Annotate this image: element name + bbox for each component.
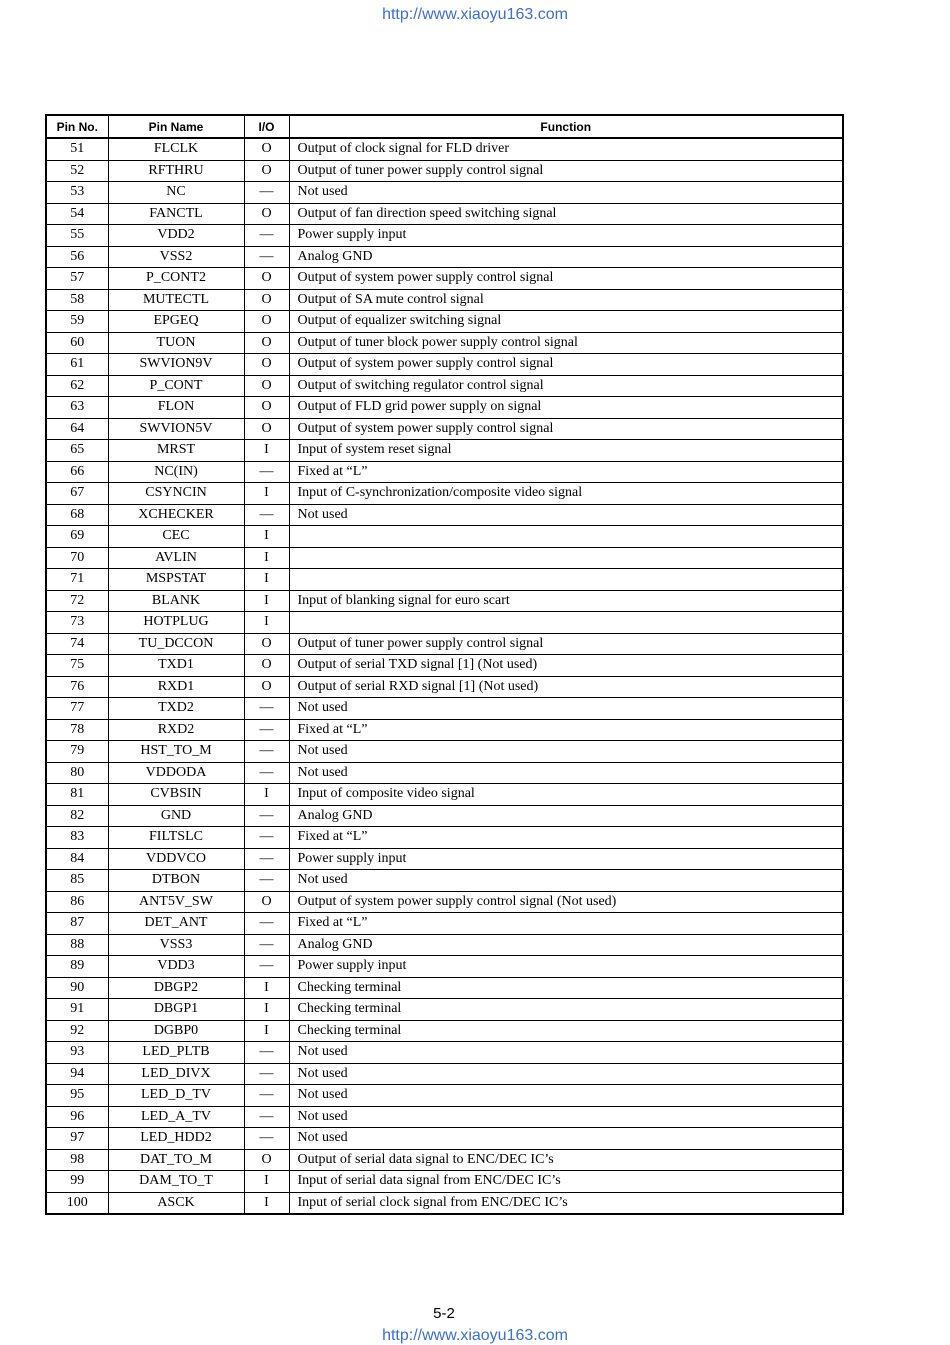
function-cell: Output of tuner power supply control signal (289, 633, 843, 655)
function-cell: Output of switching regulator control signal (289, 375, 843, 397)
function-cell: Output of system power supply control signal (289, 268, 843, 290)
pin-no-cell: 82 (46, 805, 108, 827)
io-cell: O (244, 676, 289, 698)
pin-no-cell: 73 (46, 612, 108, 634)
io-cell: — (244, 504, 289, 526)
io-cell: — (244, 698, 289, 720)
function-cell: Input of system reset signal (289, 440, 843, 462)
pin-name-cell: DAM_TO_T (108, 1171, 244, 1193)
pin-name-cell: CVBSIN (108, 784, 244, 806)
table-row (46, 1128, 843, 1150)
table-row (46, 1020, 843, 1042)
table-row (46, 569, 843, 591)
pin-name-cell: SWVION9V (108, 354, 244, 376)
pin-name-cell: HST_TO_M (108, 741, 244, 763)
pin-name-cell: ANT5V_SW (108, 891, 244, 913)
pin-no-cell: 95 (46, 1085, 108, 1107)
io-cell: — (244, 741, 289, 763)
table-row (46, 203, 843, 225)
table-row (46, 483, 843, 505)
pin-name-cell: P_CONT2 (108, 268, 244, 290)
io-cell: — (244, 1085, 289, 1107)
table-row (46, 956, 843, 978)
table-row (46, 977, 843, 999)
table-row (46, 784, 843, 806)
pin-no-cell: 52 (46, 160, 108, 182)
table-row (46, 397, 843, 419)
pin-no-cell: 83 (46, 827, 108, 849)
io-cell: I (244, 1020, 289, 1042)
table-row (46, 182, 843, 204)
pin-no-cell: 69 (46, 526, 108, 548)
table-row (46, 934, 843, 956)
table-row (46, 332, 843, 354)
io-cell: — (244, 934, 289, 956)
function-cell: Output of system power supply control signal (289, 354, 843, 376)
column-header-function: Function (289, 115, 843, 138)
pin-no-cell: 62 (46, 375, 108, 397)
function-cell: Output of serial RXD signal [1] (Not used) (289, 676, 843, 698)
pin-name-cell: P_CONT (108, 375, 244, 397)
pin-name-cell: TXD2 (108, 698, 244, 720)
pin-no-cell: 100 (46, 1192, 108, 1214)
pin-name-cell: VDDVCO (108, 848, 244, 870)
io-cell: — (244, 913, 289, 935)
pin-name-cell: CEC (108, 526, 244, 548)
function-cell: Fixed at “L” (289, 719, 843, 741)
pin-no-cell: 65 (46, 440, 108, 462)
pin-name-cell: XCHECKER (108, 504, 244, 526)
function-cell: Power supply input (289, 956, 843, 978)
function-cell: Fixed at “L” (289, 461, 843, 483)
io-cell: I (244, 999, 289, 1021)
table-row (46, 913, 843, 935)
pin-no-cell: 90 (46, 977, 108, 999)
pin-no-cell: 68 (46, 504, 108, 526)
column-header-io: I/O (244, 115, 289, 138)
table-row (46, 827, 843, 849)
function-cell: Output of serial TXD signal [1] (Not used) (289, 655, 843, 677)
pin-name-cell: DBGP2 (108, 977, 244, 999)
pin-name-cell: MUTECTL (108, 289, 244, 311)
pin-name-cell: FANCTL (108, 203, 244, 225)
io-cell: I (244, 483, 289, 505)
io-cell: — (244, 246, 289, 268)
function-cell: Checking terminal (289, 977, 843, 999)
function-cell: Analog GND (289, 934, 843, 956)
function-cell: Input of blanking signal for euro scart (289, 590, 843, 612)
function-cell: Not used (289, 698, 843, 720)
pin-name-cell: TU_DCCON (108, 633, 244, 655)
function-cell: Not used (289, 1042, 843, 1064)
pin-name-cell: LED_DIVX (108, 1063, 244, 1085)
table-body (46, 138, 843, 1214)
pin-name-cell: SWVION5V (108, 418, 244, 440)
pin-name-cell: VDDODA (108, 762, 244, 784)
column-header-pin-name: Pin Name (108, 115, 244, 138)
table-row (46, 246, 843, 268)
table-row (46, 698, 843, 720)
pin-name-cell: DBGP1 (108, 999, 244, 1021)
footer-url[interactable]: http://www.xiaoyu163.com (382, 1327, 568, 1344)
io-cell: O (244, 268, 289, 290)
pin-name-cell: RFTHRU (108, 160, 244, 182)
table-row (46, 891, 843, 913)
table-row (46, 1042, 843, 1064)
io-cell: O (244, 1149, 289, 1171)
table-row (46, 289, 843, 311)
table-header-row (46, 115, 843, 138)
pin-name-cell: MSPSTAT (108, 569, 244, 591)
pin-no-cell: 67 (46, 483, 108, 505)
table-row (46, 612, 843, 634)
table-row (46, 1085, 843, 1107)
io-cell: — (244, 870, 289, 892)
table-row (46, 526, 843, 548)
io-cell: I (244, 526, 289, 548)
pin-name-cell: LED_PLTB (108, 1042, 244, 1064)
pin-no-cell: 63 (46, 397, 108, 419)
io-cell: — (244, 1042, 289, 1064)
pin-no-cell: 51 (46, 138, 108, 160)
pin-no-cell: 71 (46, 569, 108, 591)
function-cell: Input of serial clock signal from ENC/DEC IC’s (289, 1192, 843, 1214)
io-cell: — (244, 848, 289, 870)
io-cell: — (244, 805, 289, 827)
function-cell: Output of clock signal for FLD driver (289, 138, 843, 160)
function-cell: Fixed at “L” (289, 827, 843, 849)
function-cell: Not used (289, 182, 843, 204)
pin-no-cell: 76 (46, 676, 108, 698)
pin-no-cell: 78 (46, 719, 108, 741)
table-row (46, 1171, 843, 1193)
pin-name-cell: DTBON (108, 870, 244, 892)
table-row (46, 138, 843, 160)
pin-no-cell: 94 (46, 1063, 108, 1085)
table-row (46, 590, 843, 612)
table-row (46, 547, 843, 569)
pin-name-cell: LED_D_TV (108, 1085, 244, 1107)
pin-no-cell: 59 (46, 311, 108, 333)
io-cell: — (244, 719, 289, 741)
io-cell: — (244, 762, 289, 784)
table-row (46, 1192, 843, 1214)
table-row (46, 1063, 843, 1085)
pin-name-cell: AVLIN (108, 547, 244, 569)
pin-name-cell: VDD3 (108, 956, 244, 978)
pin-no-cell: 64 (46, 418, 108, 440)
function-cell: Not used (289, 1106, 843, 1128)
table-row (46, 655, 843, 677)
pin-no-cell: 97 (46, 1128, 108, 1150)
pin-name-cell: BLANK (108, 590, 244, 612)
function-cell: Checking terminal (289, 999, 843, 1021)
table-row (46, 741, 843, 763)
pin-name-cell: FILTSLC (108, 827, 244, 849)
pin-name-cell: FLCLK (108, 138, 244, 160)
pin-name-cell: VSS3 (108, 934, 244, 956)
io-cell: O (244, 375, 289, 397)
function-cell: Output of SA mute control signal (289, 289, 843, 311)
table-row (46, 160, 843, 182)
function-cell: Not used (289, 870, 843, 892)
pin-name-cell: TUON (108, 332, 244, 354)
pin-no-cell: 57 (46, 268, 108, 290)
pin-name-cell: HOTPLUG (108, 612, 244, 634)
pin-name-cell: RXD1 (108, 676, 244, 698)
table-row (46, 870, 843, 892)
function-cell: Power supply input (289, 225, 843, 247)
function-cell: Analog GND (289, 805, 843, 827)
pin-name-cell: DET_ANT (108, 913, 244, 935)
function-cell (289, 612, 843, 634)
function-cell (289, 526, 843, 548)
table-row (46, 268, 843, 290)
function-cell: Input of C-synchronization/composite video signal (289, 483, 843, 505)
io-cell: O (244, 332, 289, 354)
pin-no-cell: 58 (46, 289, 108, 311)
pin-name-cell: VDD2 (108, 225, 244, 247)
table-row (46, 461, 843, 483)
table-row (46, 762, 843, 784)
pin-no-cell: 81 (46, 784, 108, 806)
pin-name-cell: LED_HDD2 (108, 1128, 244, 1150)
pin-name-cell: DGBP0 (108, 1020, 244, 1042)
io-cell: O (244, 289, 289, 311)
page-number: 5-2 (433, 1305, 455, 1322)
pin-no-cell: 72 (46, 590, 108, 612)
function-cell: Analog GND (289, 246, 843, 268)
pin-no-cell: 92 (46, 1020, 108, 1042)
pin-name-cell: DAT_TO_M (108, 1149, 244, 1171)
table-row (46, 354, 843, 376)
io-cell: — (244, 827, 289, 849)
pin-name-cell: MRST (108, 440, 244, 462)
pin-no-cell: 84 (46, 848, 108, 870)
io-cell: — (244, 225, 289, 247)
table-row (46, 676, 843, 698)
pin-no-cell: 53 (46, 182, 108, 204)
table-row (46, 311, 843, 333)
table-row (46, 375, 843, 397)
column-header-pin-no: Pin No. (46, 115, 108, 138)
table-row (46, 504, 843, 526)
pin-no-cell: 74 (46, 633, 108, 655)
pin-no-cell: 96 (46, 1106, 108, 1128)
function-cell: Output of FLD grid power supply on signal (289, 397, 843, 419)
io-cell: I (244, 547, 289, 569)
io-cell: — (244, 1128, 289, 1150)
io-cell: O (244, 891, 289, 913)
pin-no-cell: 60 (46, 332, 108, 354)
pin-no-cell: 79 (46, 741, 108, 763)
pin-name-cell: EPGEQ (108, 311, 244, 333)
pin-name-cell: TXD1 (108, 655, 244, 677)
function-cell: Not used (289, 762, 843, 784)
pin-no-cell: 99 (46, 1171, 108, 1193)
function-cell: Output of tuner block power supply control signal (289, 332, 843, 354)
io-cell: I (244, 569, 289, 591)
io-cell: O (244, 655, 289, 677)
function-cell: Input of composite video signal (289, 784, 843, 806)
io-cell: I (244, 1192, 289, 1214)
io-cell: O (244, 160, 289, 182)
pin-function-table (45, 114, 844, 1215)
io-cell: O (244, 397, 289, 419)
table-row (46, 1149, 843, 1171)
pin-no-cell: 66 (46, 461, 108, 483)
io-cell: I (244, 784, 289, 806)
pin-name-cell: VSS2 (108, 246, 244, 268)
function-cell: Output of serial data signal to ENC/DEC IC’s (289, 1149, 843, 1171)
io-cell: — (244, 461, 289, 483)
io-cell: I (244, 612, 289, 634)
function-cell: Checking terminal (289, 1020, 843, 1042)
io-cell: O (244, 633, 289, 655)
function-cell (289, 569, 843, 591)
pin-no-cell: 77 (46, 698, 108, 720)
pin-name-cell: RXD2 (108, 719, 244, 741)
pin-no-cell: 75 (46, 655, 108, 677)
pin-no-cell: 54 (46, 203, 108, 225)
function-cell: Power supply input (289, 848, 843, 870)
table-row (46, 225, 843, 247)
io-cell: O (244, 311, 289, 333)
function-cell: Output of system power supply control signal (Not used) (289, 891, 843, 913)
io-cell: O (244, 138, 289, 160)
io-cell: I (244, 977, 289, 999)
io-cell: — (244, 1106, 289, 1128)
pin-no-cell: 80 (46, 762, 108, 784)
table-row (46, 1106, 843, 1128)
function-cell (289, 547, 843, 569)
function-cell: Output of fan direction speed switching signal (289, 203, 843, 225)
io-cell: O (244, 354, 289, 376)
pin-no-cell: 88 (46, 934, 108, 956)
pin-no-cell: 89 (46, 956, 108, 978)
io-cell: — (244, 956, 289, 978)
pin-no-cell: 55 (46, 225, 108, 247)
table-row (46, 418, 843, 440)
pin-no-cell: 87 (46, 913, 108, 935)
function-cell: Not used (289, 504, 843, 526)
pin-name-cell: ASCK (108, 1192, 244, 1214)
pin-no-cell: 98 (46, 1149, 108, 1171)
pin-name-cell: NC (108, 182, 244, 204)
io-cell: — (244, 182, 289, 204)
function-cell: Fixed at “L” (289, 913, 843, 935)
table-row (46, 805, 843, 827)
io-cell: O (244, 203, 289, 225)
io-cell: I (244, 590, 289, 612)
function-cell: Output of tuner power supply control signal (289, 160, 843, 182)
pin-name-cell: NC(IN) (108, 461, 244, 483)
pin-name-cell: GND (108, 805, 244, 827)
function-cell: Not used (289, 1085, 843, 1107)
pin-no-cell: 85 (46, 870, 108, 892)
table-row (46, 719, 843, 741)
function-cell: Not used (289, 1128, 843, 1150)
io-cell: I (244, 1171, 289, 1193)
pin-no-cell: 93 (46, 1042, 108, 1064)
function-cell: Not used (289, 741, 843, 763)
table-row (46, 999, 843, 1021)
io-cell: — (244, 1063, 289, 1085)
pin-no-cell: 70 (46, 547, 108, 569)
table-row (46, 440, 843, 462)
function-cell: Output of system power supply control signal (289, 418, 843, 440)
pin-no-cell: 86 (46, 891, 108, 913)
function-cell: Input of serial data signal from ENC/DEC IC’s (289, 1171, 843, 1193)
io-cell: O (244, 418, 289, 440)
io-cell: I (244, 440, 289, 462)
table-row (46, 848, 843, 870)
pin-name-cell: LED_A_TV (108, 1106, 244, 1128)
pin-name-cell: CSYNCIN (108, 483, 244, 505)
pin-no-cell: 56 (46, 246, 108, 268)
function-cell: Output of equalizer switching signal (289, 311, 843, 333)
pin-no-cell: 61 (46, 354, 108, 376)
table-row (46, 633, 843, 655)
pin-name-cell: FLON (108, 397, 244, 419)
pin-no-cell: 91 (46, 999, 108, 1021)
header-url[interactable]: http://www.xiaoyu163.com (382, 6, 568, 23)
function-cell: Not used (289, 1063, 843, 1085)
